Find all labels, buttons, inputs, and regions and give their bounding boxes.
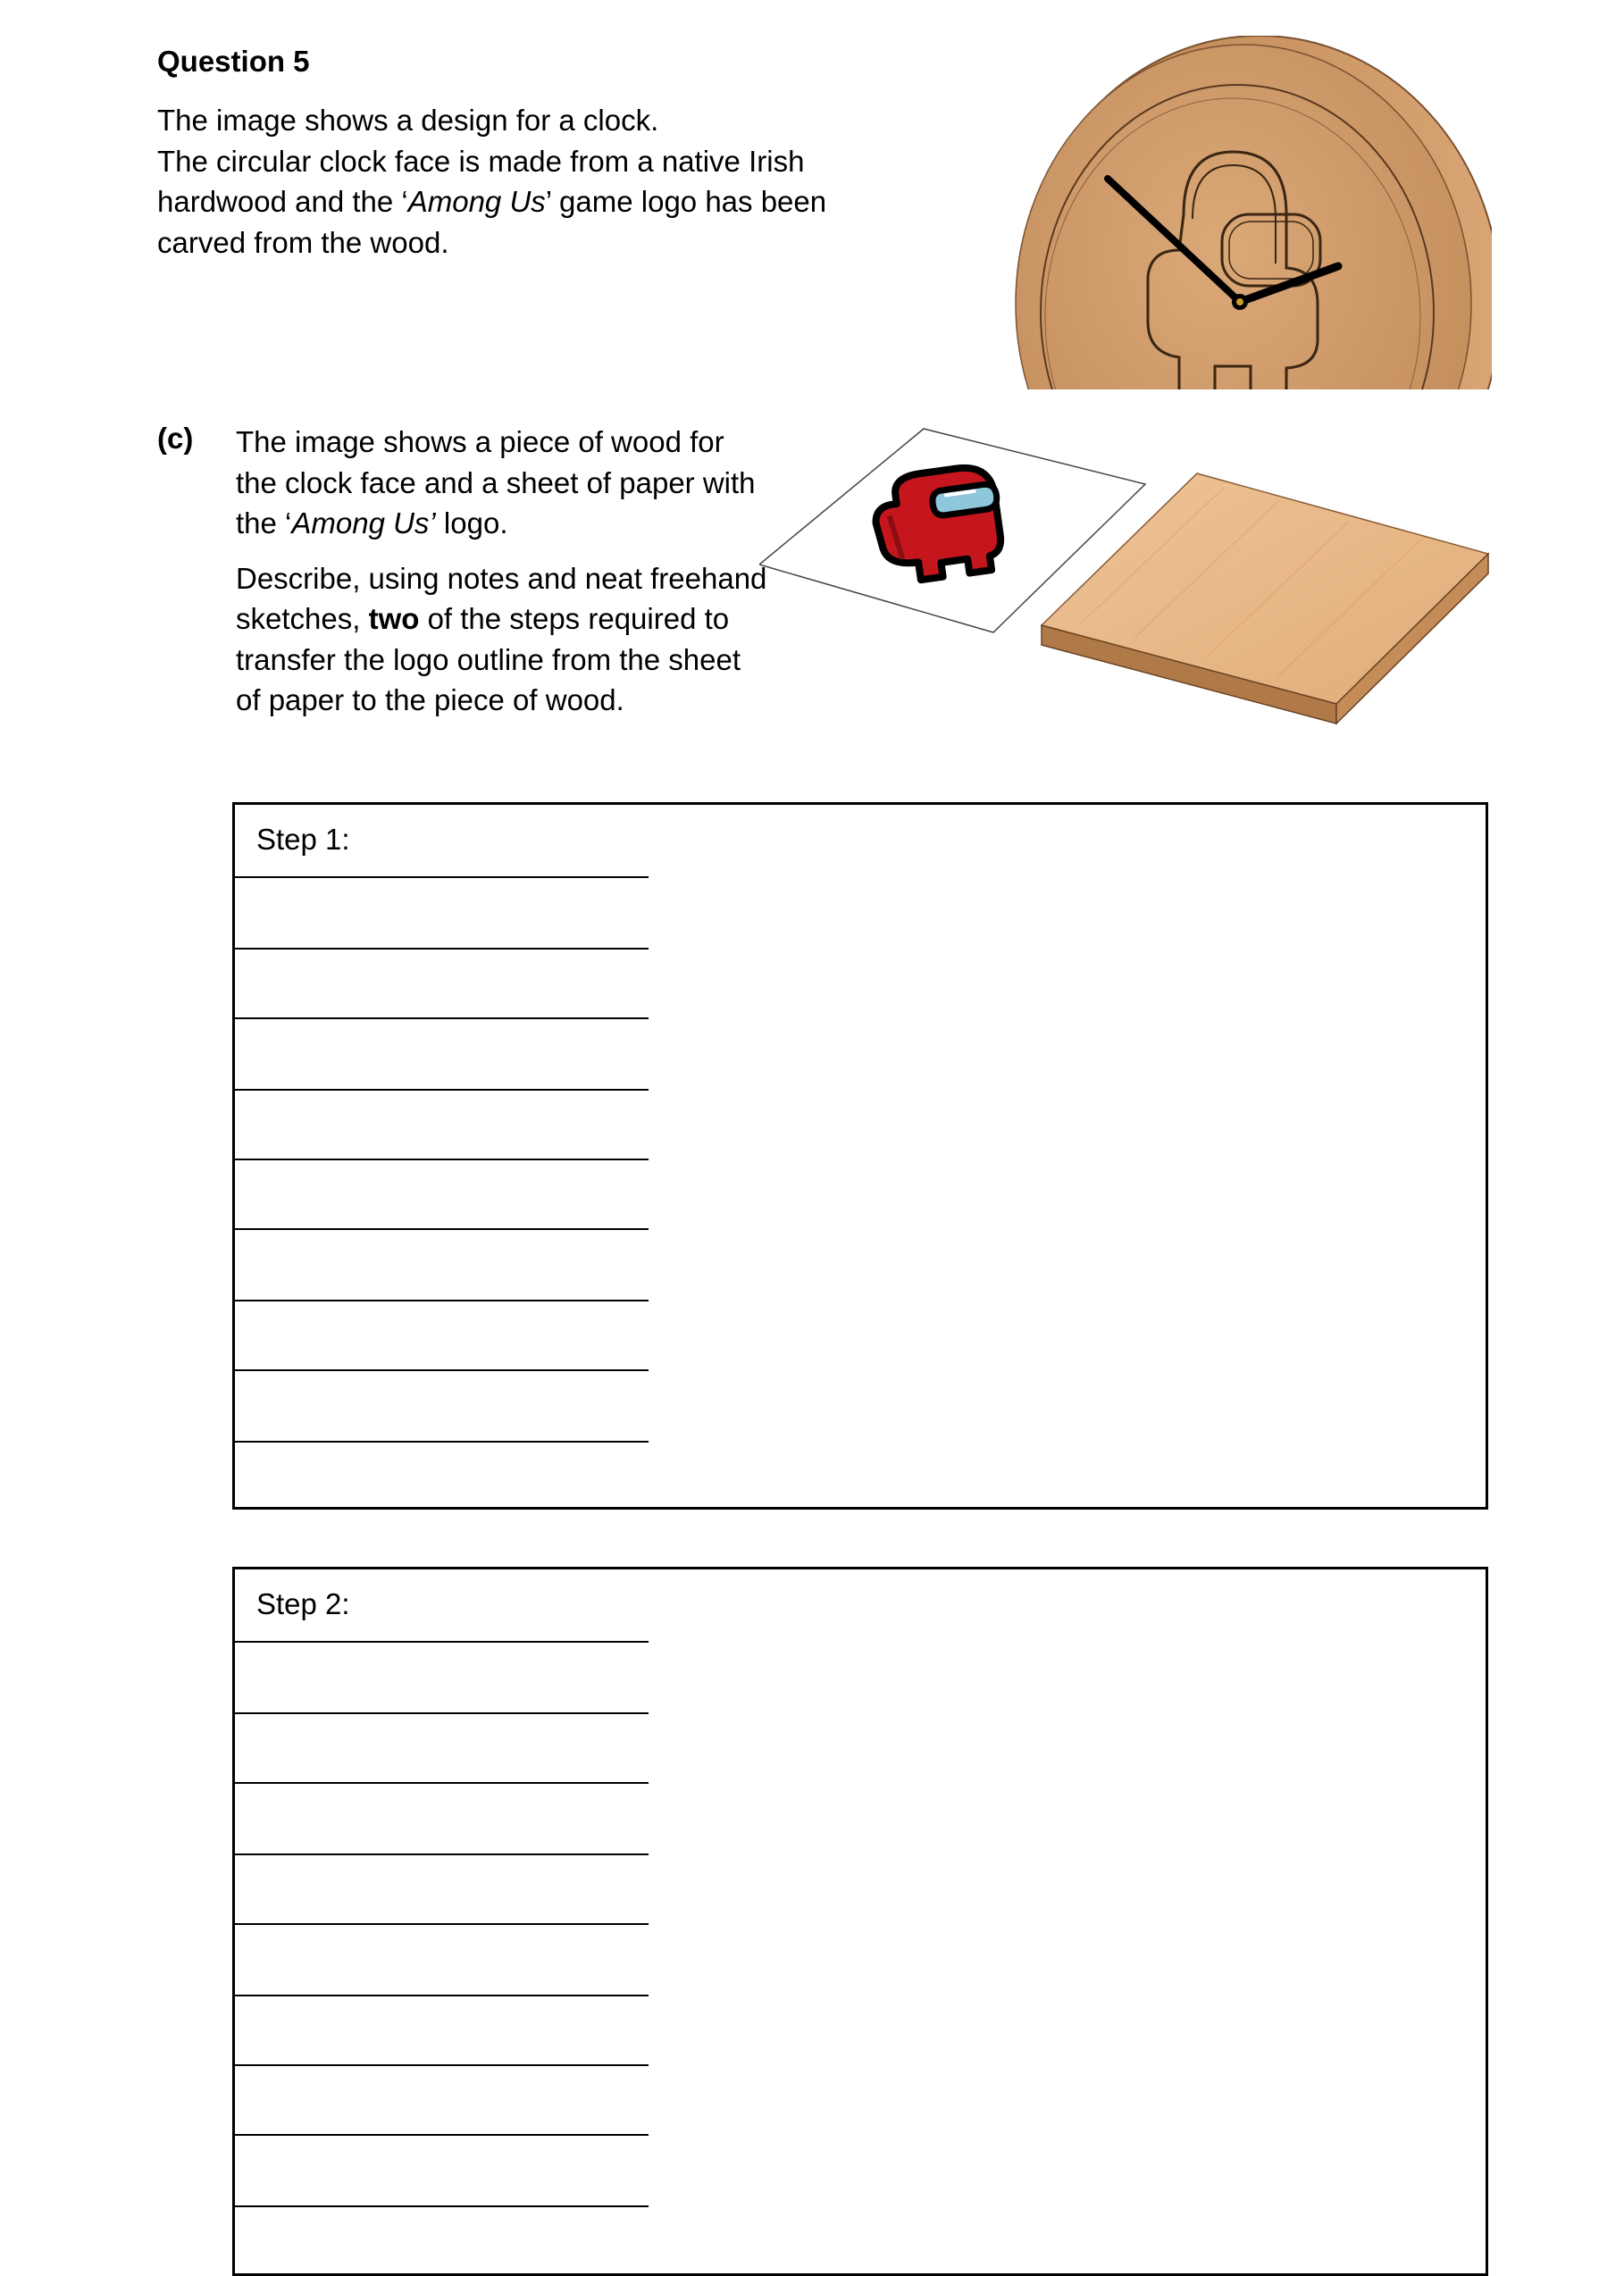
answer-line — [235, 1923, 649, 1925]
part-c-label: (c) — [157, 422, 194, 455]
answer-line — [235, 1017, 649, 1019]
step-2-answer-box[interactable] — [232, 1567, 1488, 2276]
part-c-text — [236, 422, 772, 735]
answer-line — [235, 1995, 649, 1996]
part-c-paragraph-1: The image shows a piece of wood for the clock face and a sheet of paper with the ‘Among Us’ logo. — [236, 425, 756, 540]
answer-line — [235, 1159, 649, 1160]
step-2-label: Step 2: — [256, 1587, 350, 1620]
answer-line — [235, 2205, 649, 2207]
part-c-paragraph-2: Describe, using notes and neat freehand sketches, two of the steps required to transfer the logo outline from the sheet of paper to the piece of wood. — [236, 561, 767, 716]
answer-line — [235, 1853, 649, 1855]
answer-line — [235, 1641, 649, 1643]
step-1-label: Step 1: — [256, 823, 350, 856]
question-intro — [157, 100, 872, 263]
answer-line — [235, 1089, 649, 1091]
answer-line — [235, 1782, 649, 1784]
answer-line — [235, 2134, 649, 2136]
answer-line — [235, 1441, 649, 1443]
intro-line-2: The circular clock face is made from a native Irish hardwood and the ‘Among Us’ game logo has been carved from the wood. — [157, 144, 827, 259]
answer-line — [235, 876, 649, 878]
answer-line — [235, 1300, 649, 1301]
question-title: Question 5 — [157, 45, 310, 78]
clock-illustration — [992, 36, 1492, 393]
answer-line — [235, 2064, 649, 2066]
answer-line — [235, 1228, 649, 1230]
step-1-answer-box[interactable] — [232, 802, 1488, 1510]
answer-line — [235, 948, 649, 950]
answer-line — [235, 1369, 649, 1371]
paper-and-wood-illustration — [759, 420, 1492, 741]
answer-line — [235, 1712, 649, 1714]
intro-line-1: The image shows a design for a clock. — [157, 104, 659, 137]
